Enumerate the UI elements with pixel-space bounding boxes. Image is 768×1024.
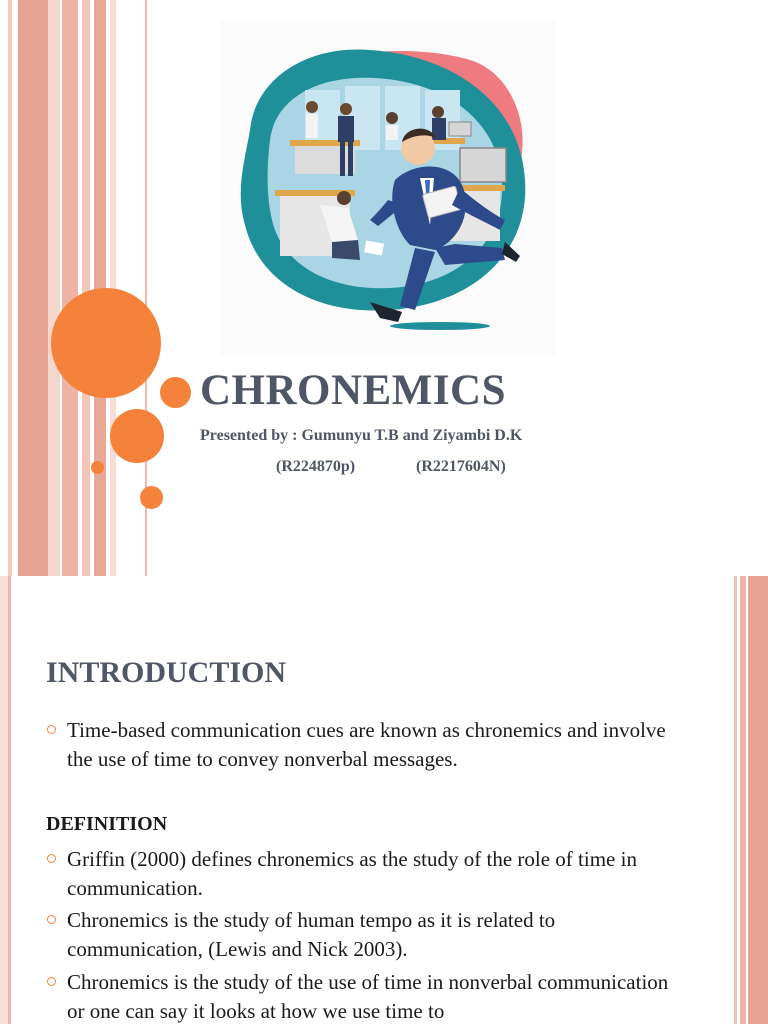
student-id-2: (R2217604N) [416,458,506,475]
decorative-stripe [48,0,60,576]
bullet-ring-icon [47,725,56,734]
student-id-1: (R224870p) [276,458,356,475]
businessman-running-illustration [220,20,556,356]
decorative-circle-small [91,461,104,474]
decorative-circle [140,486,163,509]
decorative-stripe [734,576,737,1024]
list-item: Chronemics is the study of human tempo as it is related to communication, (Lewis and Nick 2003). [47,906,687,964]
decorative-stripe [62,0,78,576]
decorative-circle [110,409,164,463]
decorative-circle-large [51,288,161,398]
bullet-ring-icon [47,854,56,863]
decorative-stripe [18,0,48,576]
decorative-stripe [8,0,12,576]
decorative-stripe [740,576,746,1024]
definition-heading: DEFINITION [46,813,168,835]
list-item: Time-based communication cues are known as chronemics and involve the use of time to convey nonverbal messages. [47,716,687,774]
decorative-stripe [8,576,11,1024]
presenters-line: Presented by : Gumunyu T.B and Ziyambi D.K [200,427,523,444]
list-item: Chronemics is the study of the use of time in nonverbal communication or one can say it looks at how we use time to [47,968,687,1024]
decorative-stripe [0,576,8,1024]
bullet-ring-icon [47,977,56,986]
slide-title: CHRONEMICS [200,367,507,414]
bullet-ring-icon [47,915,56,924]
introduction-slide [0,576,768,1024]
decorative-circle [160,377,191,408]
decorative-stripe [82,0,90,576]
section-heading: INTRODUCTION [46,656,287,689]
decorative-stripe [748,576,768,1024]
list-item: Griffin (2000) defines chronemics as the study of the role of time in communication. [47,845,687,903]
